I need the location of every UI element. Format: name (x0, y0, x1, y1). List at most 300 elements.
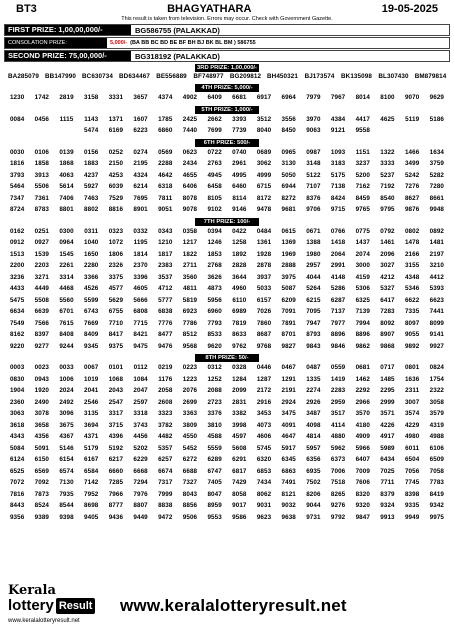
seventh-prize-number: 0484 (256, 227, 272, 235)
eighth-prize-number: 9949 (404, 513, 420, 521)
sixth-prize-number: 4642 (158, 171, 173, 179)
eighth-prize-number: 2546 (84, 398, 99, 406)
eighth-prize-number: 0446 (256, 364, 272, 371)
sixth-prize-number: 5122 (306, 171, 321, 179)
fifth-prize-number: 3393 (232, 115, 247, 123)
fifth-prize-number: 3556 (281, 115, 296, 123)
sixth-prize-number: 3148 (306, 160, 321, 167)
eighth-prize-number: 4588 (207, 433, 222, 440)
sixth-prize-number: 7192 (380, 183, 395, 190)
sixth-prize-number: 5237 (380, 171, 395, 179)
seventh-prize-title: 7TH PRIZE: 100/- (195, 218, 259, 226)
seventh-prize-number: 1545 (59, 250, 74, 258)
sixth-prize-number: 0030 (9, 148, 25, 156)
sixth-prize-number: 6458 (207, 183, 222, 190)
seventh-prize-number: 7615 (59, 319, 74, 327)
eighth-prize-number: 3782 (158, 421, 173, 429)
sixth-prize-number: 2961 (232, 160, 247, 167)
eighth-prize-number: 4371 (84, 433, 99, 440)
eighth-prize-number: 5192 (108, 444, 124, 452)
fourth-prize-number: 7979 (306, 94, 321, 101)
sixth-prize-number: 2434 (182, 160, 198, 167)
seventh-prize-number: 0300 (59, 227, 74, 235)
eighth-prize-number: 3135 (84, 410, 99, 417)
eighth-prize-number: 0487 (306, 364, 321, 371)
third-prize-number: BC630734 (82, 73, 113, 80)
seventh-prize-number: 8092 (380, 319, 395, 327)
eighth-prize-number: 3058 (429, 398, 445, 406)
third-prize-number: BK135098 (341, 73, 372, 80)
eighth-prize-number: 3618 (9, 421, 25, 429)
seventh-prize-number: 4412 (429, 273, 445, 281)
seventh-prize-number: 9345 (84, 342, 99, 350)
sixth-prize-number: 3183 (330, 160, 346, 167)
eighth-prize-number: 2608 (158, 398, 173, 406)
eighth-prize-number: 2999 (380, 398, 395, 406)
seventh-prize-number: 7947 (306, 319, 321, 327)
sixth-prize-number: 8272 (281, 194, 296, 202)
sixth-prize-number: 5050 (281, 171, 296, 179)
fourth-prize-number: 6917 (256, 94, 272, 101)
eighth-prize-number: 9032 (281, 502, 296, 509)
eighth-prize-number: 1252 (207, 375, 222, 383)
eighth-prize-number: 3363 (182, 410, 198, 417)
eighth-prize-number: 6011 (405, 444, 420, 452)
eighth-prize-number: 1284 (232, 375, 247, 383)
seventh-prize-number: 0311 (84, 227, 99, 235)
seventh-prize-number: 3236 (9, 273, 25, 281)
eighth-prize-number: 3096 (59, 410, 74, 417)
seventh-prize-number: 6701 (59, 308, 74, 315)
disclaimer-note: This result is taken from television. Errors may occur. Check with Government Gazette. (121, 16, 333, 22)
seventh-prize-number: 5599 (84, 296, 99, 304)
eighth-prize-number: 8047 (207, 490, 222, 498)
seventh-prize-number: 9375 (108, 342, 124, 350)
fifth-prize-number: 9121 (330, 127, 346, 134)
sixth-prize-number: 2150 (108, 160, 124, 167)
eighth-prize-number: 7025 (380, 467, 395, 475)
seventh-prize-number: 1072 (108, 239, 124, 246)
seventh-prize-number: 2064 (330, 250, 346, 258)
eighth-prize-number: 1006 (59, 375, 74, 383)
sixth-prize-number: 3793 (9, 171, 25, 179)
seventh-prize-number: 0892 (429, 227, 445, 235)
seventh-prize-number: 1369 (281, 239, 296, 246)
eighth-prize-number: 6345 (281, 456, 296, 463)
eighth-prize-number: 6584 (84, 467, 99, 475)
fourth-prize-number: 6681 (232, 94, 247, 101)
seventh-prize-number: 1806 (108, 250, 124, 258)
seventh-prize-number: 5956 (207, 296, 222, 304)
eighth-prize-number: 3810 (207, 421, 222, 429)
third-prize-grid (4, 72, 450, 82)
consolation-label: CONSOLATION PRIZE: (5, 38, 107, 48)
seventh-prize-number: 6157 (256, 296, 272, 304)
seventh-prize-number: 4577 (108, 285, 124, 292)
seventh-prize-number: 8162 (9, 331, 25, 338)
eighth-prize-number: 6291 (232, 456, 247, 463)
eighth-prize-number: 8379 (380, 490, 395, 498)
seventh-prize-number: 7860 (256, 319, 272, 327)
sixth-prize-number: 9051 (158, 206, 173, 213)
seventh-prize-number: 0162 (9, 227, 25, 235)
eighth-prize-number: 1485 (380, 375, 395, 383)
consolation-tickets: (BA BB BC BD BE BF BH BJ BK BL BM ) 586755 (130, 40, 256, 46)
result-header (4, 3, 450, 15)
seventh-prize-number: 2878 (256, 262, 272, 269)
eighth-prize-number: 2924 (281, 398, 296, 406)
eighth-prize-number: 6674 (158, 467, 173, 475)
sixth-prize-number: 3913 (34, 171, 50, 179)
logo-url: www.keralalotteryresult.net (8, 618, 80, 624)
eighth-prize-number: 0328 (232, 364, 247, 371)
eighth-prize-number: 4597 (232, 433, 247, 440)
sixth-prize-number: 7361 (34, 194, 50, 202)
eighth-prize-number: 4367 (59, 433, 74, 440)
seventh-prize-number: 1481 (429, 239, 445, 246)
eighth-prize-number: 0223 (182, 364, 198, 371)
fourth-prize-grid (4, 92, 450, 104)
seventh-prize-number: 8097 (404, 319, 420, 327)
eighth-prize-number: 3063 (9, 410, 25, 417)
eighth-prize-number: 8058 (232, 490, 247, 498)
seventh-prize-number: 5666 (133, 296, 148, 304)
eighth-prize-number: 7056 (404, 467, 420, 475)
eighth-prize-number: 1636 (404, 375, 420, 383)
eighth-prize-number: 3715 (108, 421, 124, 429)
sixth-prize-number: 9876 (404, 206, 420, 213)
fifth-prize-number: 0084 (9, 115, 25, 123)
eighth-prize-number: 9276 (330, 502, 346, 509)
seventh-prize-number: 7441 (429, 308, 445, 315)
sixth-prize-number: 0106 (34, 148, 50, 156)
seventh-prize-number: 8397 (34, 331, 50, 338)
fifth-prize-number: 1785 (158, 115, 173, 123)
seventh-prize-number: 5264 (306, 285, 321, 292)
seventh-prize-number: 0775 (355, 227, 370, 235)
seventh-prize-number: 6755 (108, 308, 124, 315)
lottery-name: BHAGYATHARA (167, 3, 252, 15)
seventh-prize-number: 5560 (59, 296, 74, 304)
fifth-prize-number: 2425 (182, 115, 198, 123)
seventh-prize-number: 1361 (256, 239, 272, 246)
sixth-prize-number: 9681 (281, 206, 296, 213)
third-prize-number: BE556889 (156, 73, 187, 80)
seventh-prize-number: 5286 (330, 285, 346, 292)
seventh-prize-number: 8099 (429, 319, 445, 327)
sixth-prize-number: 7138 (330, 183, 346, 190)
eighth-prize-number: 6150 (34, 456, 50, 463)
seventh-prize-number: 1928 (256, 250, 272, 258)
eighth-prize-number: 1176 (158, 375, 173, 383)
seventh-prize-number: 3314 (59, 273, 74, 281)
eighth-prize-number: 3376 (207, 410, 222, 417)
eighth-prize-number: 8398 (404, 490, 420, 498)
seventh-prize-number: 1040 (84, 239, 99, 246)
eighth-prize-number: 7327 (182, 479, 198, 486)
eighth-prize-number: 3570 (355, 410, 370, 417)
seventh-prize-number: 5346 (404, 285, 420, 292)
sixth-prize-number: 4253 (108, 171, 124, 179)
eighth-prize-number: 2043 (108, 387, 124, 394)
eighth-prize-number: 2311 (405, 387, 420, 394)
seventh-prize-number: 8408 (59, 331, 74, 338)
eighth-prize-number: 0101 (108, 364, 124, 371)
first-prize-ticket: BG586755 (PALAKKAD) (135, 25, 220, 35)
seventh-prize-number: 6960 (207, 308, 222, 315)
eighth-prize-number: 5966 (355, 444, 370, 452)
fifth-prize-number: 4625 (380, 115, 395, 123)
eighth-prize-number: 4647 (281, 433, 296, 440)
eighth-prize-number: 5917 (281, 444, 296, 452)
seventh-prize-number: 1853 (207, 250, 222, 258)
fifth-prize-number: 5474 (84, 127, 99, 134)
eighth-prize-number: 7434 (256, 479, 272, 486)
fourth-prize-number: 6964 (281, 94, 296, 101)
seventh-prize-number: 3975 (281, 273, 296, 281)
sixth-prize-number: 3062 (256, 160, 272, 167)
eighth-prize-number: 0943 (34, 375, 50, 383)
sixth-prize-number: 0139 (59, 148, 74, 156)
eighth-prize-number: 3078 (34, 410, 50, 417)
eighth-prize-number: 2024 (59, 387, 74, 394)
seventh-prize-number: 2370 (133, 262, 148, 269)
seventh-prize-number: 2074 (355, 250, 370, 258)
seventh-prize-number: 1969 (281, 250, 296, 258)
eighth-prize-number: 2047 (133, 387, 148, 394)
eighth-prize-number: 6407 (355, 456, 370, 463)
eighth-prize-number: 3007 (404, 398, 420, 406)
seventh-prize-number: 4605 (133, 285, 148, 292)
seventh-prize-number: 0792 (380, 227, 395, 235)
eighth-prize-number: 9449 (133, 513, 148, 521)
seventh-prize-number: 4159 (355, 273, 370, 281)
third-prize-title: 3RD PRIZE: 1,00,000/- (195, 64, 259, 72)
fourth-prize-number: 1742 (34, 94, 50, 101)
eighth-prize-number: 2322 (429, 387, 445, 394)
eighth-prize-number: 6124 (9, 456, 25, 463)
eighth-prize-number: 9044 (306, 502, 321, 509)
seventh-prize-number: 6215 (306, 296, 321, 304)
seventh-prize-number: 1513 (9, 250, 25, 258)
eighth-prize-number: 5202 (133, 444, 148, 452)
seventh-prize-number: 7549 (9, 319, 25, 327)
sixth-prize-number: 9795 (380, 206, 395, 213)
eighth-prize-number: 6272 (182, 456, 198, 463)
eighth-prize-number: 8206 (306, 490, 321, 498)
sixth-prize-number: 7406 (59, 194, 74, 202)
eighth-prize-number: 9506 (182, 513, 198, 521)
seventh-prize-number: 9862 (355, 342, 370, 350)
fifth-prize-number: 4384 (330, 115, 346, 123)
sixth-prize-number: 5506 (34, 183, 50, 190)
seventh-prize-number: 3537 (158, 273, 173, 281)
eighth-prize-number: 0467 (281, 364, 296, 371)
sixth-prize-number: 8078 (182, 194, 198, 202)
seventh-prize-number: 6808 (133, 308, 148, 315)
logo-lottery: lottery (8, 597, 54, 614)
sixth-prize-number: 7463 (84, 194, 99, 202)
sixth-prize-number: 5464 (9, 183, 25, 190)
eighth-prize-number: 6935 (306, 467, 321, 475)
eighth-prize-number: 6229 (133, 456, 148, 463)
seventh-prize-number: 7786 (182, 319, 198, 327)
seventh-prize-number: 1539 (34, 250, 50, 258)
eighth-prize-number: 9398 (59, 513, 74, 521)
sixth-prize-number: 9078 (182, 206, 198, 213)
eighth-prize-number: 2041 (84, 387, 99, 394)
eighth-prize-number: 2360 (9, 398, 25, 406)
sixth-prize-number: 1634 (429, 148, 445, 156)
seventh-prize-number: 3560 (182, 273, 198, 281)
seventh-prize-number: 2203 (34, 262, 50, 269)
seventh-prize-number: 6287 (330, 296, 346, 304)
sixth-prize-number: 2288 (158, 160, 173, 167)
sixth-prize-number: 0252 (108, 148, 124, 156)
eighth-prize-number: 8265 (330, 490, 346, 498)
eighth-prize-number: 6504 (404, 456, 420, 463)
eighth-prize-number: 7072 (9, 479, 25, 486)
eighth-prize-number: 5452 (182, 444, 198, 452)
eighth-prize-number: 0033 (59, 364, 74, 371)
eighth-prize-number: 7317 (158, 479, 173, 486)
eighth-prize-number: 7952 (84, 490, 99, 498)
fifth-prize-number: 6223 (133, 127, 148, 134)
eighth-prize-number: 2926 (306, 398, 321, 406)
eighth-prize-number: 3694 (84, 421, 99, 429)
seventh-prize-number: 1478 (404, 239, 420, 246)
sixth-prize-number: 4945 (207, 171, 222, 179)
sixth-prize-number: 7276 (404, 183, 420, 190)
eighth-prize-number: 8838 (158, 502, 173, 509)
seventh-prize-number: 1817 (158, 250, 173, 258)
seventh-prize-number: 1217 (182, 239, 198, 246)
seventh-prize-number: 7283 (380, 308, 395, 315)
eighth-prize-number: 9638 (281, 513, 296, 521)
eighth-prize-number: 2274 (306, 387, 321, 394)
seventh-prize-number: 9277 (34, 342, 50, 350)
seventh-prize-number: 8533 (207, 331, 222, 338)
eighth-prize-number: 2831 (232, 398, 247, 406)
sixth-prize-number: 0965 (281, 148, 296, 156)
eighth-prize-number: 6525 (9, 467, 25, 475)
eighth-prize-number: 9847 (355, 513, 370, 521)
seventh-prize-number: 0251 (34, 227, 50, 235)
seventh-prize-number: 6209 (281, 296, 296, 304)
seventh-prize-number: 9927 (429, 342, 445, 350)
seventh-prize-number: 8417 (108, 331, 124, 338)
eighth-prize-number: 2597 (133, 398, 148, 406)
seventh-prize-number: 8896 (330, 331, 346, 338)
seventh-prize-number: 3396 (133, 273, 148, 281)
eighth-prize-number: 0717 (380, 364, 395, 371)
eighth-prize-number: 2172 (256, 387, 272, 394)
eighth-prize-number: 6434 (380, 456, 395, 463)
fifth-prize-number: 1607 (133, 115, 148, 123)
sixth-prize-number: 8114 (232, 194, 247, 202)
seventh-prize-number: 7819 (232, 319, 247, 327)
eighth-prize-number: 7058 (429, 467, 445, 475)
eighth-prize-number: 0003 (9, 364, 25, 371)
eighth-prize-number: 2723 (207, 398, 222, 406)
seventh-prize-number: 1822 (182, 250, 198, 258)
sixth-prize-number: 4063 (59, 171, 74, 179)
eighth-prize-number: 9389 (34, 513, 50, 521)
eighth-prize-number: 3743 (133, 421, 148, 429)
sixth-prize-number: 8627 (404, 194, 420, 202)
seventh-prize-number: 9868 (380, 342, 395, 350)
eighth-prize-number: 6817 (232, 467, 247, 475)
third-prize-number: BF748977 (193, 73, 224, 80)
seventh-prize-number: 6325 (355, 296, 370, 304)
eighth-prize-number: 6356 (306, 456, 321, 463)
eighth-prize-number: 4917 (380, 433, 395, 440)
eighth-prize-number: 4880 (330, 433, 346, 440)
eighth-prize-number: 9731 (306, 513, 321, 521)
seventh-prize-number: 6838 (158, 308, 173, 315)
eighth-prize-number: 5989 (380, 444, 395, 452)
eighth-prize-number: 9975 (429, 513, 445, 521)
eighth-prize-number: 4606 (256, 433, 272, 440)
first-prize-label: FIRST PRIZE: 1,00,00,000/- (5, 25, 131, 35)
eighth-prize-number: 0067 (84, 364, 99, 371)
eighth-prize-number: 1291 (281, 375, 296, 383)
fourth-prize-number: 3158 (84, 94, 99, 101)
seventh-prize-number: 0802 (404, 227, 420, 235)
sixth-prize-number: 4324 (133, 171, 148, 179)
sixth-prize-number: 7280 (429, 183, 445, 190)
eighth-prize-number: 2547 (108, 398, 124, 406)
site-url-link[interactable]: www.keralalotteryresult.net (120, 596, 347, 615)
eighth-prize-number: 6217 (108, 456, 124, 463)
seventh-prize-number: 8793 (306, 331, 321, 338)
eighth-prize-number: 8043 (182, 490, 198, 498)
seventh-prize-number: 9762 (232, 342, 247, 350)
eighth-prize-number: 3658 (34, 421, 50, 429)
eighth-prize-number: 3675 (59, 421, 74, 429)
eighth-prize-number: 3574 (404, 410, 420, 417)
seventh-prize-number: 7710 (108, 319, 124, 327)
draw-date: 19-05-2025 (381, 3, 438, 15)
fifth-prize-number: 8450 (281, 127, 296, 134)
eighth-prize-number: 6289 (207, 456, 222, 463)
seventh-prize-number: 4960 (232, 285, 247, 292)
eighth-prize-number: 4814 (306, 433, 321, 440)
eighth-prize-number: 1419 (330, 375, 346, 383)
seventh-prize-number: 9244 (59, 342, 74, 350)
eighth-prize-number: 7711 (380, 479, 395, 486)
eighth-prize-number: 7502 (306, 479, 321, 486)
seventh-prize-number: 1980 (306, 250, 321, 258)
eighth-prize-number: 7783 (429, 479, 445, 486)
seventh-prize-number: 5508 (34, 296, 50, 304)
seventh-prize-number: 1388 (306, 239, 321, 246)
fifth-prize-number: 7699 (207, 127, 222, 134)
fifth-prize-number: 3512 (256, 115, 272, 123)
seventh-prize-number: 9568 (182, 342, 198, 350)
seventh-prize-number: 1195 (133, 239, 148, 246)
fourth-prize-number: 8100 (380, 94, 395, 101)
seventh-prize-number: 0343 (158, 227, 173, 235)
eighth-prize-number: 4456 (133, 433, 148, 440)
eighth-prize-number: 6668 (133, 467, 148, 475)
eighth-prize-number: 7294 (133, 479, 148, 486)
eighth-prize-number: 2916 (256, 398, 272, 406)
fifth-prize-number: 4417 (355, 115, 370, 123)
sixth-prize-number: 6406 (182, 183, 198, 190)
eighth-prize-number: 0824 (429, 364, 445, 371)
eighth-prize-number: 6373 (330, 456, 346, 463)
